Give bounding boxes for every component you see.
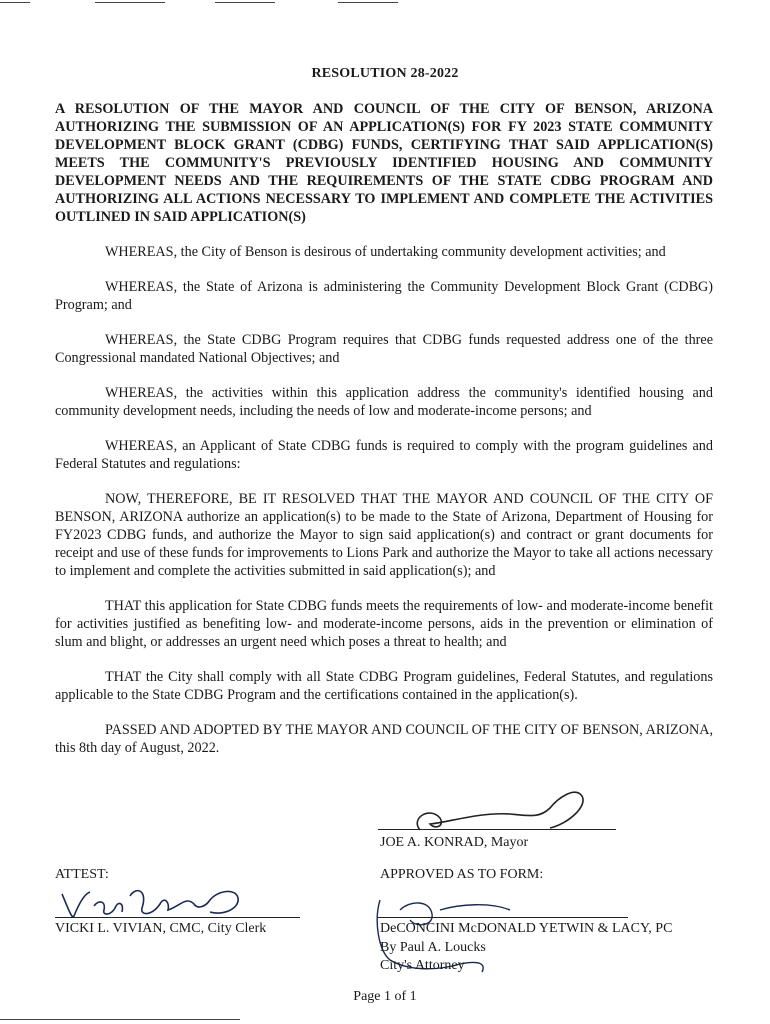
attorney-name: By Paul A. Loucks <box>380 940 486 955</box>
attest-label: ATTEST: <box>55 867 109 882</box>
paragraph-passed: PASSED AND ADOPTED BY THE MAYOR AND COUNCIL OF THE CITY OF BENSON, ARIZONA, this 8th day of August, 2022. <box>55 722 713 756</box>
paragraph-that-2: THAT the City shall comply with all State CDBG Program guidelines, Federal Statutes, and regulations applicable to the State CDBG Program and the certifications contained in the application(s). <box>55 669 713 703</box>
clerk-signature-line <box>55 917 300 918</box>
resolution-title: RESOLUTION 28-2022 <box>311 66 459 81</box>
paragraph-whereas-5: WHEREAS, an Applicant of State CDBG funds is required to comply with the program guidelines and Federal Statutes and regulations: <box>55 438 713 472</box>
paragraph-resolved: NOW, THEREFORE, BE IT RESOLVED THAT THE MAYOR AND COUNCIL OF THE CITY OF BENSON, ARIZONA authorize an application(s) to be made to the State of Arizona, Department of Housing for FY2023 CDBG funds, and authorize the Mayor to sign said application(s) and contract or grant documents for receipt and use of these funds for improvements to Lions Park and authorize the Mayor to take all actions necessary to implement and complete the activities submitted in said application(s); and <box>55 491 713 579</box>
attorney-signature-line <box>378 917 628 918</box>
resolution-body <box>55 243 713 774</box>
mayor-name: JOE A. KONRAD, Mayor <box>380 835 529 850</box>
paragraph-whereas-1: WHEREAS, the City of Benson is desirous of undertaking community development activities; and <box>105 244 666 260</box>
paragraph-that-1: THAT this application for State CDBG funds meets the requirements of low- and moderate-income benefit for activities justified as benefiting low- and moderate-income persons, aids in the prevention or elimination of slum and blight, or addresses an urgent need which poses a threat to health; and <box>55 598 713 650</box>
clerk-name: VICKI L. VIVIAN, CMC, City Clerk <box>55 921 267 936</box>
mayor-signature-line <box>378 829 616 830</box>
attorney-role: City's Attorney <box>380 958 465 973</box>
attorney-firm: DeCONCINI McDONALD YETWIN & LACY, PC <box>380 921 673 936</box>
paragraph-whereas-2: WHEREAS, the State of Arizona is administering the Community Development Block Grant (CDBG) Program; and <box>55 279 713 313</box>
paragraph-whereas-4: WHEREAS, the activities within this application address the community's identified housing and community development needs, including the needs of low and moderate-income persons; and <box>55 385 713 419</box>
top-rule-middle <box>95 2 165 3</box>
resolution-heading: A RESOLUTION OF THE MAYOR AND COUNCIL OF THE CITY OF BENSON, ARIZONA AUTHORIZING THE SUBMISSION OF AN APPLICATION(S) FOR FY 2023 STATE COMMUNITY DEVELOPMENT BLOCK GRANT (CDBG) FUNDS, CERTIFYING THAT SAID APPLICATION(S) MEETS THE COMMUNITY'S PREVIOUSLY IDENTIFIED HOUSING AND COMMUNITY DEVELOPMENT NEEDS AND THE REQUIREMENTS OF THE STATE CDBG PROGRAM AND AUTHORIZING ALL ACTIONS NECESSARY TO IMPLEMENT AND COMPLETE THE ACTIVITIES OUTLINED IN SAID APPLICATION(S) <box>55 101 713 225</box>
approved-label: APPROVED AS TO FORM: <box>380 867 544 882</box>
top-rule-right <box>338 2 398 3</box>
page-number: Page 1 of 1 <box>353 989 417 1004</box>
bottom-rule-left <box>0 1019 240 1020</box>
paragraph-whereas-3: WHEREAS, the State CDBG Program requires that CDBG funds requested address one of the three Congressional mandated National Objectives; and <box>55 332 713 366</box>
clerk-signature <box>60 876 270 926</box>
top-rule-mid2 <box>215 2 275 3</box>
top-rule-left <box>0 2 30 3</box>
